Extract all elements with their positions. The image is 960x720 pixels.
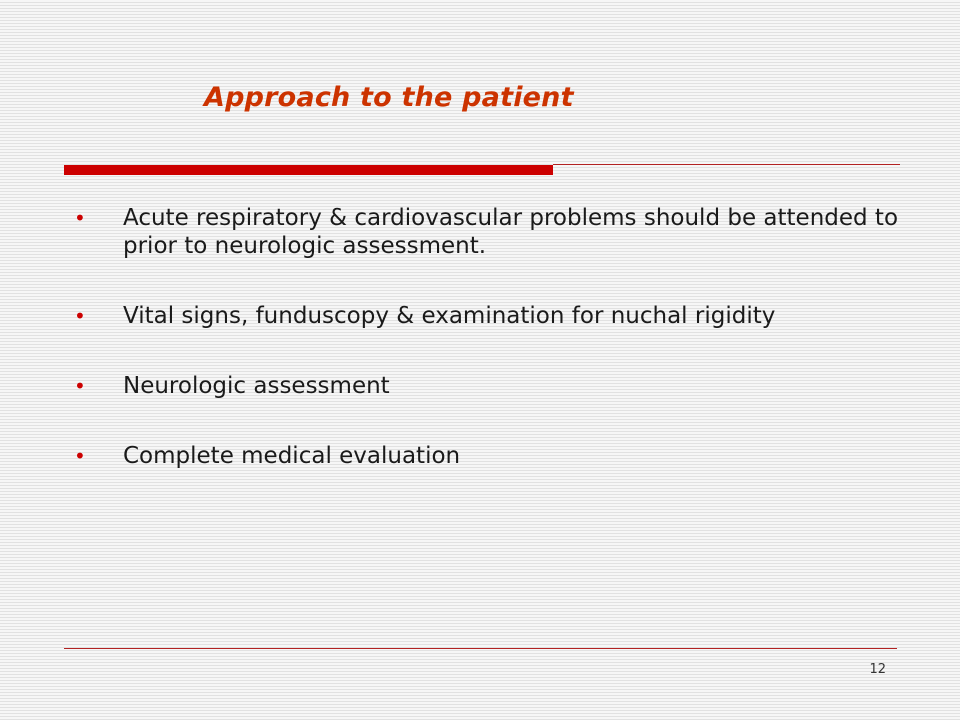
bullet-dot-icon: • <box>74 374 86 398</box>
bullet-dot-icon: • <box>74 444 86 468</box>
bullet-dot-icon: • <box>74 206 86 230</box>
bullet-list <box>74 204 914 470</box>
bullet-item <box>74 442 914 470</box>
page-number: 12 <box>869 662 886 677</box>
bullet-item <box>74 204 914 260</box>
bullet-item <box>74 302 914 330</box>
bullet-text: Complete medical evaluation <box>123 443 461 469</box>
bullet-text: Acute respiratory & cardiovascular problems should be attended to prior to neurologic assessment. <box>123 205 899 259</box>
bullet-item <box>74 372 914 400</box>
bullet-text: Vital signs, funduscopy & examination for nuchal rigidity <box>123 303 776 329</box>
bullet-dot-icon: • <box>74 304 86 328</box>
bullet-text: Neurologic assessment <box>123 373 390 399</box>
title-underline-thin <box>553 164 900 165</box>
title-underline-thick <box>64 165 553 175</box>
footer-rule <box>64 648 897 649</box>
slide-title: Approach to the patient <box>204 82 574 113</box>
